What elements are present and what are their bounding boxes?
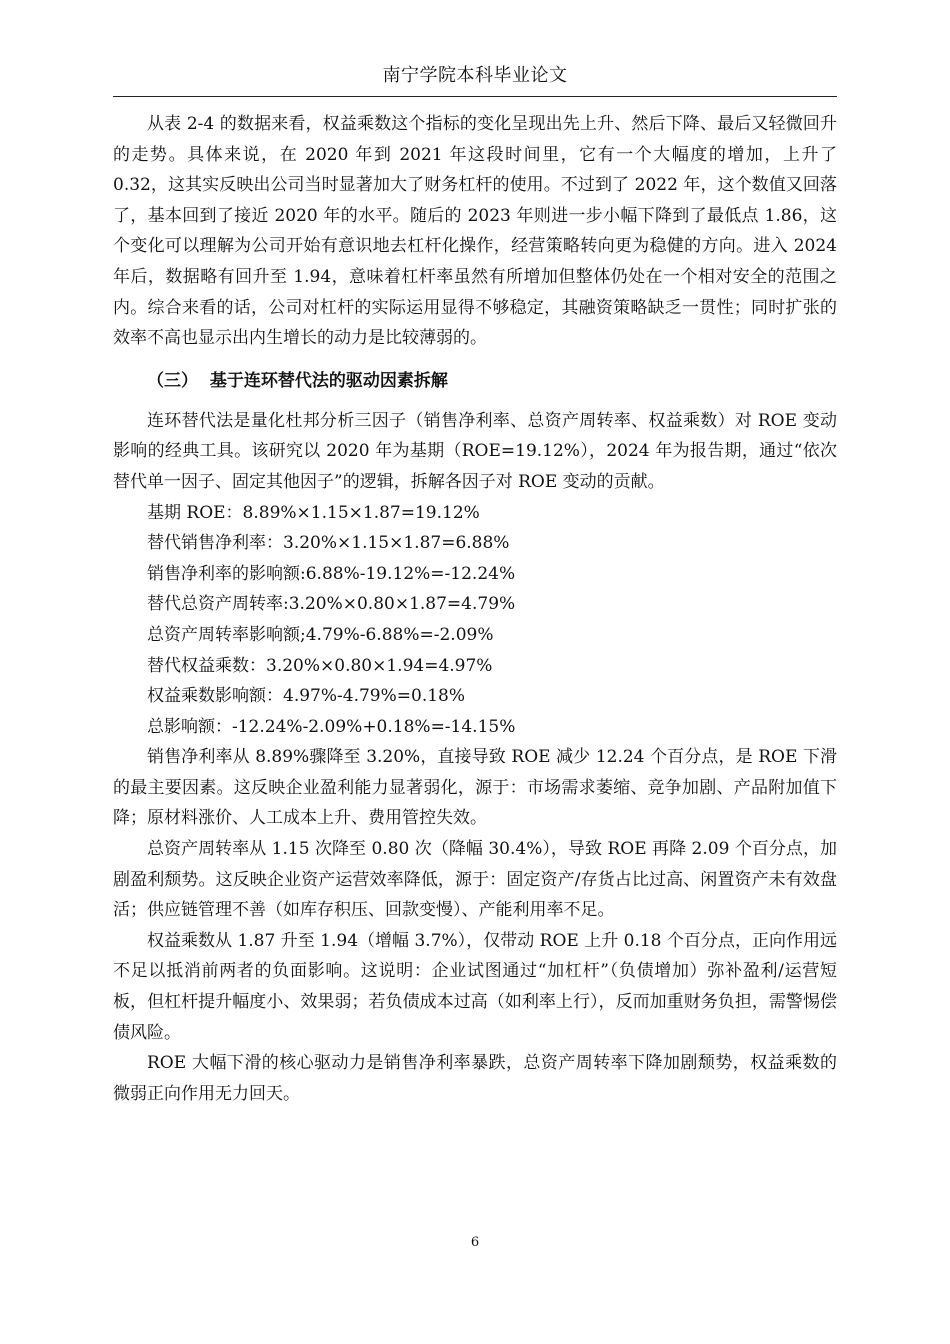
formula-line: 替代销售净利率：3.20%×1.15×1.87=6.88% <box>147 533 510 554</box>
page-number: 6 <box>470 1235 480 1250</box>
formula-line: 基期 ROE：8.89%×1.15×1.87=19.12% <box>147 502 480 523</box>
formula-line: 权益乘数影响额：4.97%-4.79%=0.18% <box>147 686 466 707</box>
page-header-title: 南宁学院本科毕业论文 <box>382 65 568 86</box>
header-divider <box>113 96 837 97</box>
paragraph-asset-turnover-analysis: 总资产周转率从 1.15 次降至 0.80 次（降幅 30.4%），导致 ROE 再降 2.09 个百分点，加剧盈利颓势。这反映企业资产运营效率降低，源于：固定资产/存货占比过高、闲置资产未有效盘活；供应链管理不善（如库存积压、回款变慢）、产能利用率不足。 <box>113 839 837 921</box>
paragraph-net-margin-analysis: 销售净利率从 8.89%骤降至 3.20%，直接导致 ROE 减少 12.24 个百分点，是 ROE 下滑的最主要因素。这反映企业盈利能力显著弱化，源于：市场需求萎缩、竞争加剧、产品附加值下降；原材料涨价、人工成本上升、费用管控失效。 <box>113 747 837 829</box>
formula-line: 总资产周转率影响额;4.79%-6.88%=-2.09% <box>147 624 494 645</box>
paragraph-chain-substitution-intro: 连环替代法是量化杜邦分析三因子（销售净利率、总资产周转率、权益乘数）对 ROE 变动影响的经典工具。该研究以 2020 年为基期（ROE=19.12%），2024 年为报告期，通过“依次替代单一因子、固定其他因子”的逻辑，拆解各因子对 ROE 变动的贡献。 <box>113 410 837 492</box>
formula-line: 总影响额：-12.24%-2.09%+0.18%=-14.15% <box>147 716 516 737</box>
section-heading: （三） 基于连环替代法的驱动因素拆解 <box>147 370 448 391</box>
formula-line: 替代总资产周转率:3.20%×0.80×1.87=4.79% <box>147 594 516 615</box>
formula-line: 替代权益乘数：3.20%×0.80×1.94=4.97% <box>147 655 493 676</box>
document-body <box>113 109 837 1109</box>
paragraph-equity-multiplier-trend: 从表 2-4 的数据来看，权益乘数这个指标的变化呈现出先上升、然后下降、最后又轻微回升的走势。具体来说，在 2020 年到 2021 年这段时间里，它有一个大幅度的增加，上升了 0.32，这其实反映出公司当时显著加大了财务杠杆的使用。不过到了 2022 年，这个数值又回落了，基本回到了接近 2020 年的水平。随后的 2023 年则进一步小幅下降到了最低点 1.86，这个变化可以理解为公司开始有意识地去杠杆化操作，经营策略转向更为稳健的方向。进入 2024 年后，数据略有回升至 1.94，意味着杠杆率虽然有所增加但整体仍处在一个相对安全的范围之内。综合来看的话，公司对杠杆的实际运用显得不够稳定，其融资策略缺乏一贯性；同时扩张的效率不高也显示出内生增长的动力是比较薄弱的。 <box>113 114 837 349</box>
paragraph-conclusion: ROE 大幅下滑的核心驱动力是销售净利率暴跌，总资产周转率下降加剧颓势，权益乘数的微弱正向作用无力回天。 <box>113 1053 837 1104</box>
formula-line: 销售净利率的影响额:6.88%-19.12%=-12.24% <box>147 563 516 584</box>
paragraph-equity-multiplier-analysis: 权益乘数从 1.87 升至 1.94（增幅 3.7%），仅带动 ROE 上升 0.18 个百分点，正向作用远不足以抵消前两者的负面影响。这说明：企业试图通过“加杠杆”（负债增加）弥补盈利/运营短板，但杠杆提升幅度小、效果弱；若负债成本过高（如利率上行），反而加重财务负担，需警惕偿债风险。 <box>113 930 837 1043</box>
